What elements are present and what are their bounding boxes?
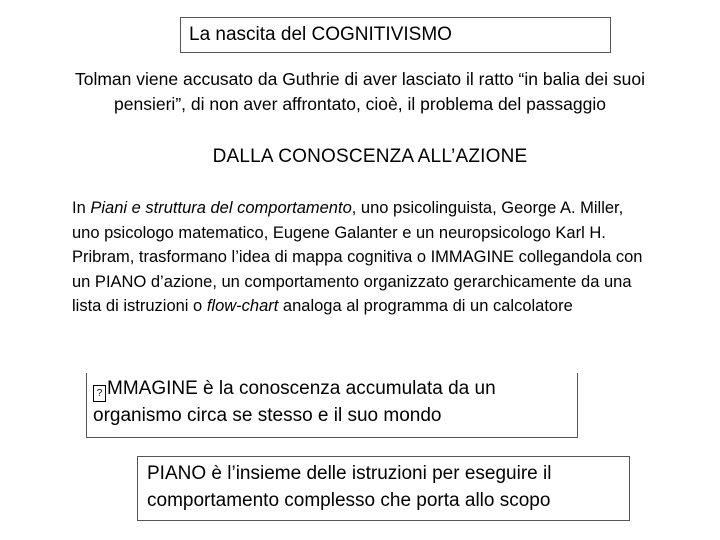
book-title: Piani e struttura del comportamento — [90, 199, 352, 217]
immagine-definition: MMAGINE è la conoscenza accumulata da un organismo circa se stesso e il suo mondo — [93, 378, 496, 426]
body-paragraph — [72, 196, 652, 319]
immagine-definition-box — [86, 373, 578, 438]
piano-definition-box — [137, 456, 630, 521]
paragraph-part-3: analoga al programma di un calcolatore — [278, 297, 573, 315]
paragraph-part-1: In — [72, 199, 91, 217]
missing-glyph-icon: ? — [93, 385, 106, 402]
piano-definition: PIANO è l’insieme delle istruzioni per eseguire il comportamento complesso che porta allo scopo — [147, 463, 552, 511]
paragraph-part-2: , uno psicolinguista, George A. Miller, uno psicologo matematico, Eugene Galanter e un neuropsicologo Karl H. Pribram, trasformano l’idea di mappa cognitiva o IMMAGINE collegandola con un PIANO d’azione, un comportamento organizzato gerarchicamente da una lista di istruzioni o — [72, 199, 643, 315]
flow-chart-term: flow-chart — [206, 297, 279, 315]
title-box — [180, 17, 611, 53]
section-heading: DALLA CONOSCENZA ALL’AZIONE — [212, 146, 528, 167]
intro-text: Tolman viene accusato da Guthrie di aver lasciato il ratto “in balia dei suoi pensieri”, di non aver affrontato, cioè, il problema del passaggio — [74, 69, 646, 114]
slide-title: La nascita del COGNITIVISMO — [189, 24, 452, 45]
